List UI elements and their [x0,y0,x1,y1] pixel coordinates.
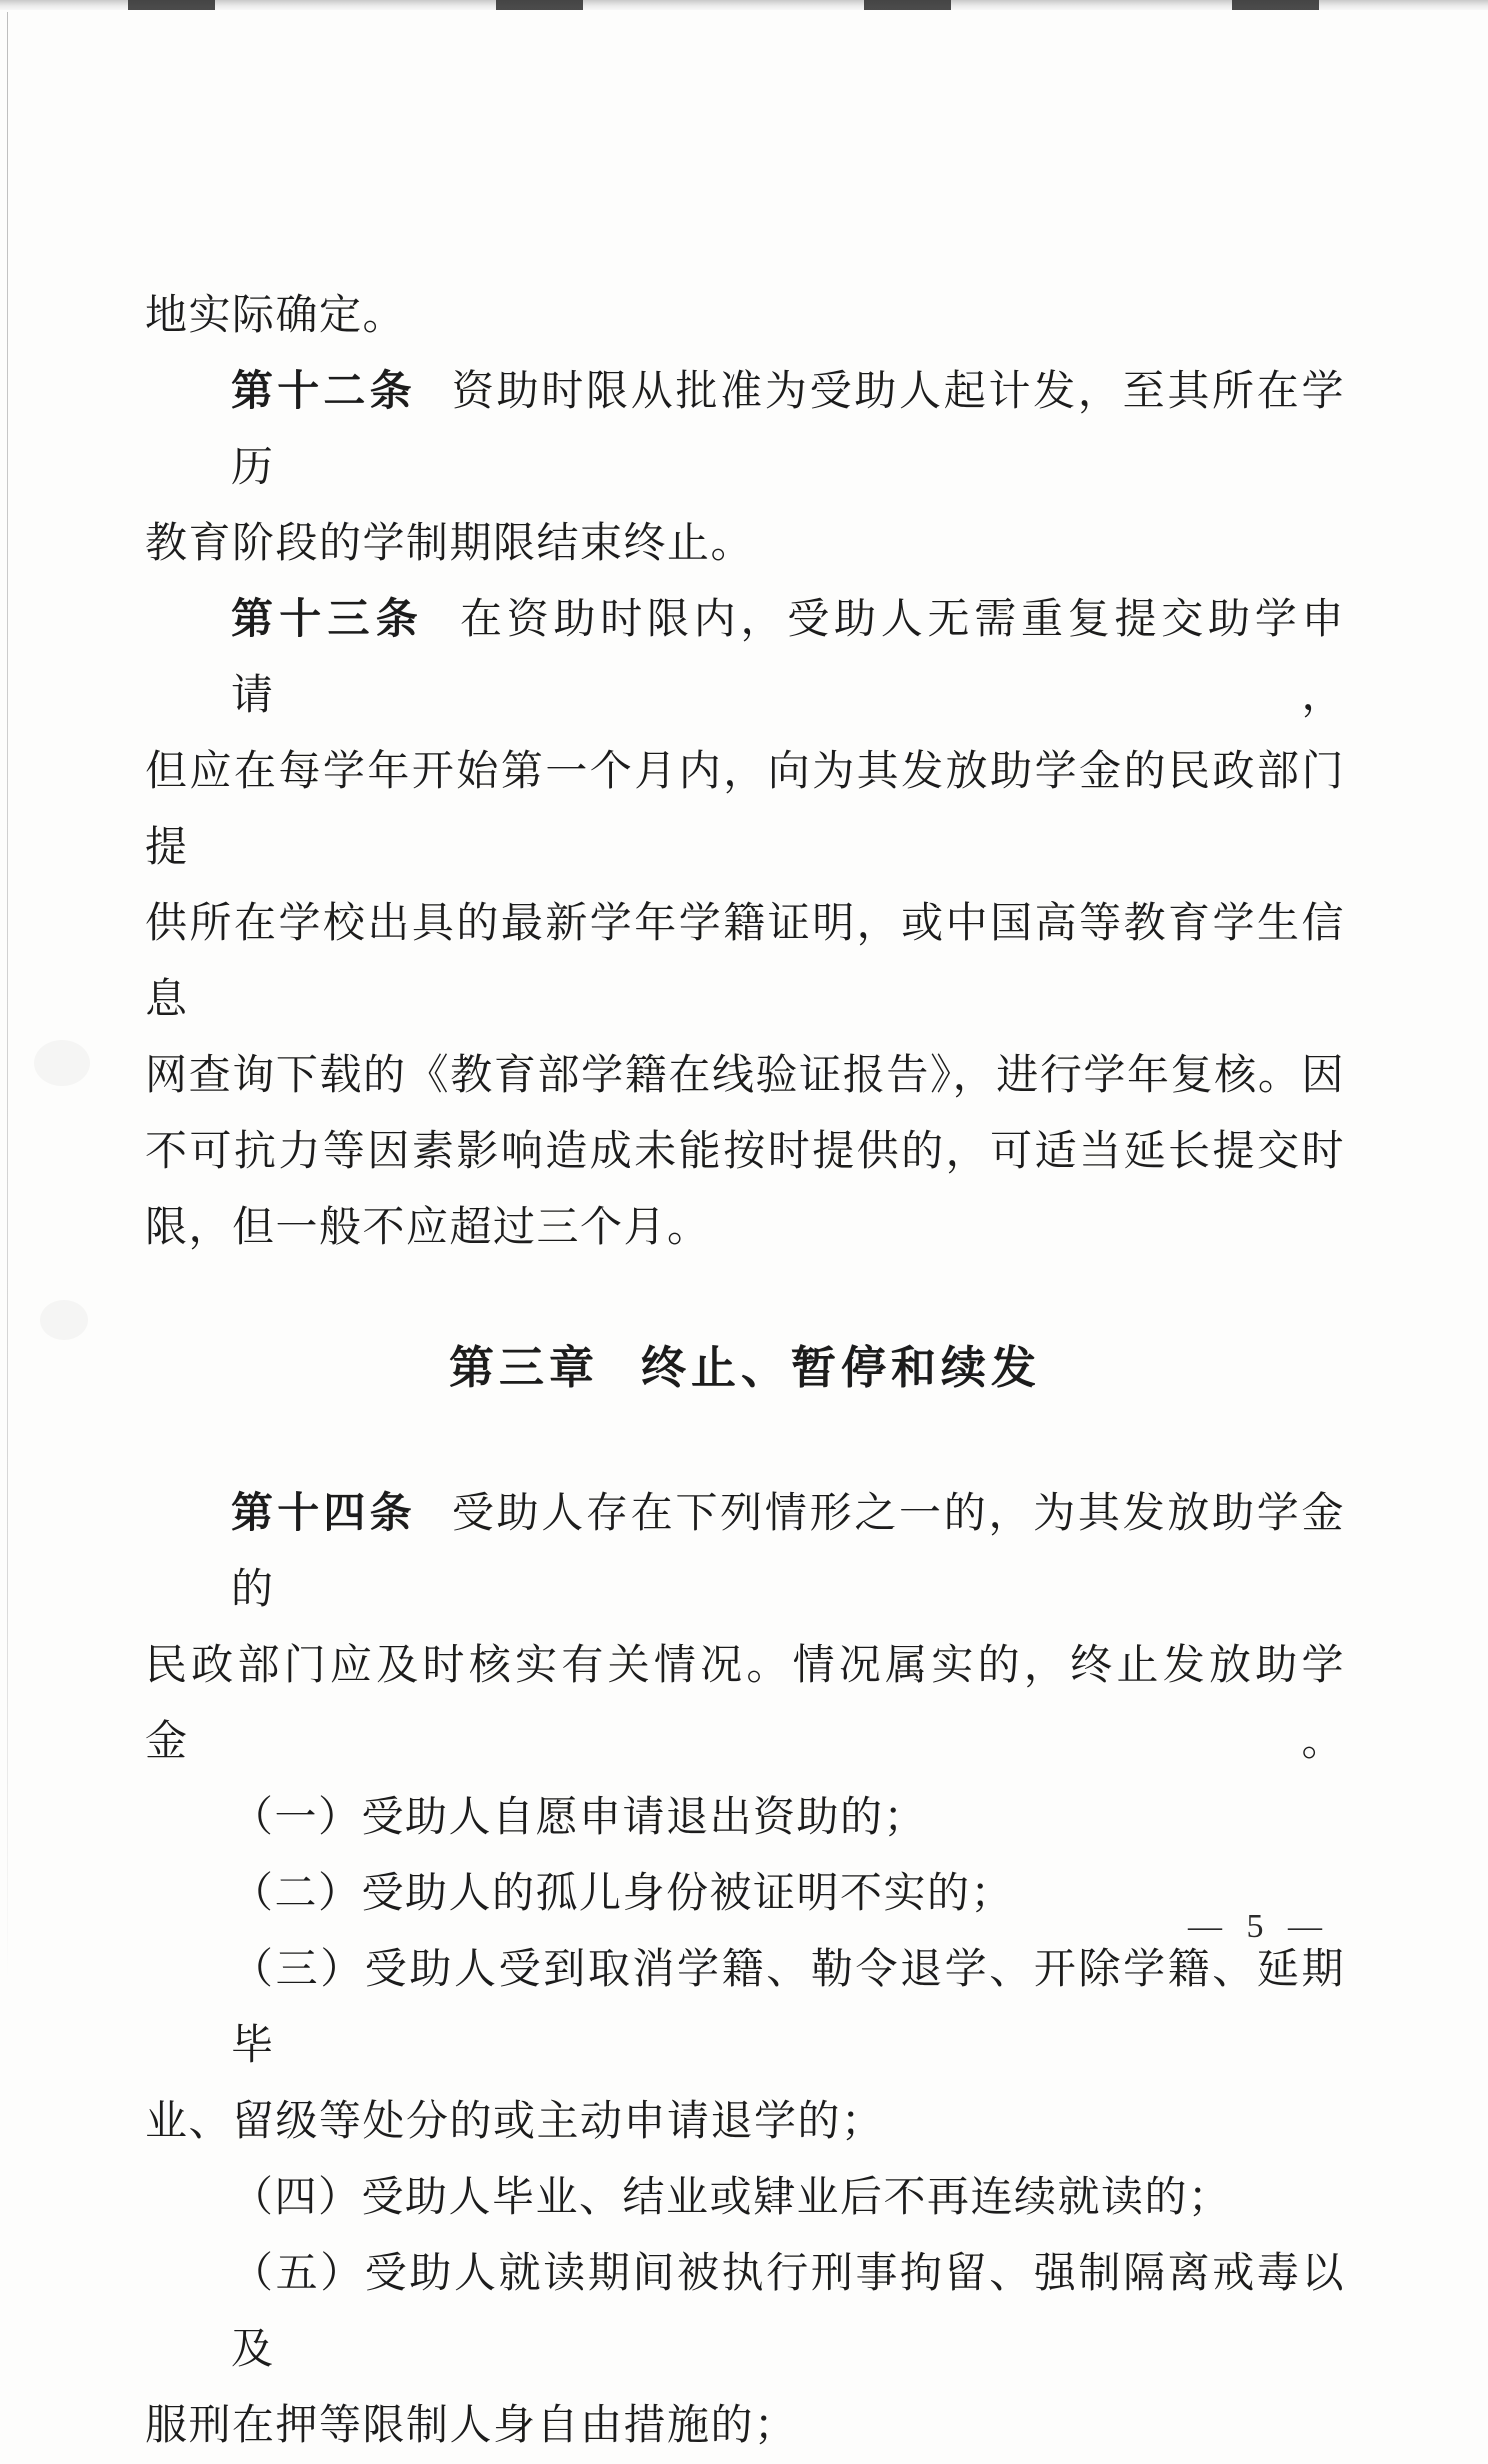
document-line: 民政部门应及时核实有关情况。情况属实的，终止发放助学金。 [145,1643,1345,1765]
document-body [145,0,1345,2464]
list-item-4: （四）受助人毕业、结业或肄业后不再连续就读的； [231,2175,1232,2221]
document-line: 限，但一般不应超过三个月。 [145,1205,711,1251]
list-item-3: （三）受助人受到取消学籍、勒令退学、开除学籍、延期毕 [231,1947,1345,2069]
document-line: 地实际确定。 [145,293,407,339]
document-line: 供所在学校出具的最新学年学籍证明，或中国高等教育学生信息 [145,901,1345,1023]
chapter-title: 终止、暂停和续发 [641,1342,1042,1393]
document-line: 不可抗力等因素影响造成未能按时提供的，可适当延长提交时 [145,1129,1345,1175]
scan-artifact-left-line [7,12,8,1980]
article-12-number: 第十二条 [231,369,416,415]
page-number: — 5 — [1188,1908,1330,1945]
article-13-line [145,582,1345,734]
document-line: 教育阶段的学制期限结束终止。 [145,521,755,567]
list-item-5: （五）受助人就读期间被执行刑事拘留、强制隔离戒毒以及 [231,2251,1345,2373]
document-line: 网查询下载的《教育部学籍在线验证报告》，进行学年复核。因 [145,1053,1345,1099]
list-item-2: （二）受助人的孤儿身份被证明不实的； [231,1871,1015,1917]
scan-smudge [40,1300,88,1340]
article-12-line [145,354,1345,506]
list-item-1: （一）受助人自愿申请退出资助的； [231,1795,928,1841]
article-14-line [145,1476,1345,1628]
chapter-number: 第三章 [448,1342,599,1393]
article-13-number: 第十三条 [231,597,424,643]
document-line: 但应在每学年开始第一个月内，向为其发放助学金的民政部门提 [145,749,1345,871]
article-14-text: 受助人存在下列情形之一的，为其发放助学金的 [231,1491,1345,1613]
article-14-number: 第十四条 [231,1491,416,1537]
document-line: 服刑在押等限制人身自由措施的； [145,2403,798,2449]
scan-smudge [34,1040,90,1086]
article-12-text: 资助时限从批准为受助人起计发，至其所在学历 [231,369,1345,491]
article-13-text: 在资助时限内，受助人无需重复提交助学申请， [231,597,1345,719]
document-line: 业、留级等处分的或主动申请退学的； [145,2099,885,2145]
chapter-heading [145,1330,1345,1406]
